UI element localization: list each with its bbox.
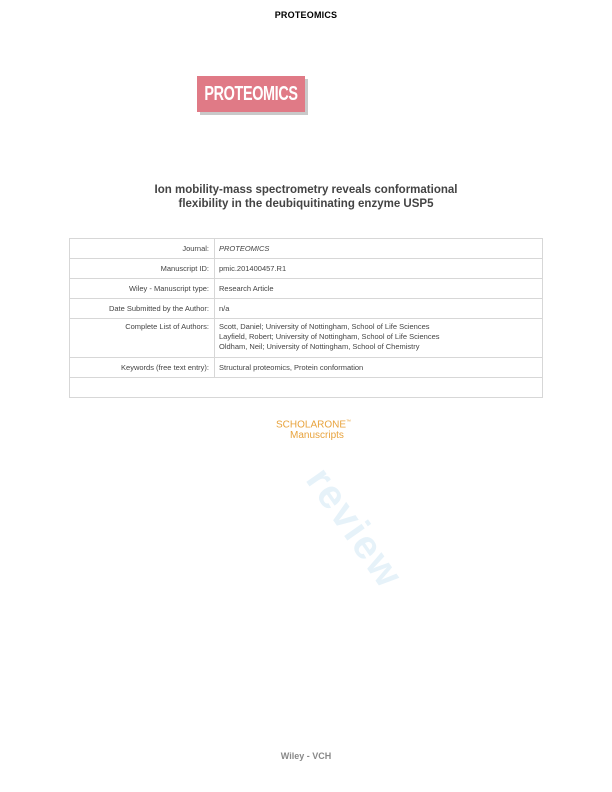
table-row xyxy=(70,239,543,259)
empty-cell xyxy=(70,378,543,398)
author-entry: Scott, Daniel; University of Nottingham, School of Life Sciences xyxy=(219,322,430,331)
authors-label: Complete List of Authors: xyxy=(70,319,215,358)
journal-logo-text: PROTEOMICS xyxy=(204,82,298,105)
keywords-value: Structural proteomics, Protein conformation xyxy=(215,358,543,378)
table-row xyxy=(70,279,543,299)
date-submitted-label: Date Submitted by the Author: xyxy=(70,299,215,319)
page-header-title: PROTEOMICS xyxy=(274,10,338,20)
journal-logo xyxy=(197,76,305,112)
table-row-empty xyxy=(70,378,543,398)
journal-value: PROTEOMICS xyxy=(215,239,543,259)
review-watermark: review xyxy=(297,459,412,597)
date-submitted-value: n/a xyxy=(215,299,543,319)
page-footer: Wiley - VCH xyxy=(280,751,332,761)
journal-label: Journal: xyxy=(70,239,215,259)
manuscript-info-table xyxy=(69,238,543,398)
manuscript-type-label: Wiley - Manuscript type: xyxy=(70,279,215,299)
scholarone-brand: SCHOLARONE™ xyxy=(276,419,352,431)
authors-value xyxy=(215,319,543,358)
manuscript-id-label: Manuscript ID: xyxy=(70,259,215,279)
keywords-label: Keywords (free text entry): xyxy=(70,358,215,378)
manuscript-id-value: pmic.201400457.R1 xyxy=(215,259,543,279)
table-row xyxy=(70,319,543,358)
scholarone-subtitle: Manuscripts xyxy=(290,430,344,442)
table-row xyxy=(70,358,543,378)
author-entry: Oldham, Neil; University of Nottingham, School of Chemistry xyxy=(219,342,420,351)
paper-title xyxy=(56,183,556,211)
manuscript-type-value: Research Article xyxy=(215,279,543,299)
scholarone-logo xyxy=(276,417,366,441)
paper-title-line-1: Ion mobility-mass spectrometry reveals conformational xyxy=(154,184,458,196)
paper-title-line-2: flexibility in the deubiquitinating enzyme USP5 xyxy=(178,198,434,210)
author-entry: Layfield, Robert; University of Nottingham, School of Life Sciences xyxy=(219,332,440,341)
table-row xyxy=(70,299,543,319)
table-row xyxy=(70,259,543,279)
